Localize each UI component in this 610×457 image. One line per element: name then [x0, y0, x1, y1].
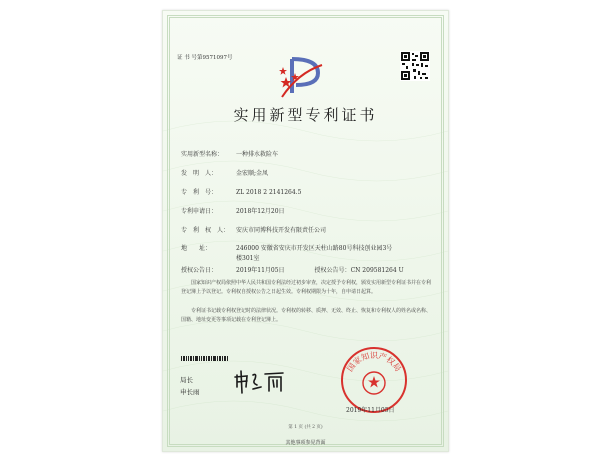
field-value: 246000 安徽省安庆市开发区天柱山路80号科技创业园3号 — [236, 245, 393, 252]
field-patent-number — [181, 187, 301, 196]
director-name: 申长雨 — [180, 388, 200, 396]
handwritten-signature — [233, 367, 288, 395]
field-value: 楼301室 — [236, 255, 260, 262]
footer-note: 其他事项参见背面 — [285, 440, 326, 446]
field-application-date — [181, 206, 285, 215]
field-patentee — [181, 225, 326, 234]
qr-code-icon — [400, 51, 430, 81]
field-value: 金宏顺;金凤 — [236, 170, 269, 177]
paragraph-legal-status: 专利证书记载专利权登记时的法律状况。专利权的转移、质押、无效、终止、恢复和专利权人的姓名或名称、国籍、地址变更等事项记载在专利登记簿上。 — [181, 308, 432, 323]
field-value: ZL 2018 2 2141264.5 — [236, 189, 302, 196]
cnipa-logo-icon — [278, 53, 324, 99]
announce-label: 授权公告日： — [181, 267, 218, 274]
field-address — [181, 243, 392, 252]
field-address-cont — [181, 253, 259, 262]
field-value: 2018年12月20日 — [236, 208, 285, 215]
field-value: 安庆市同博科技开发有限责任公司 — [236, 227, 327, 234]
announce-date: 2019年11月05日 — [236, 267, 285, 274]
field-utility-model-name — [181, 149, 278, 158]
barcode-icon — [181, 356, 229, 361]
director-title: 局长 — [180, 376, 193, 384]
seal-text: 国家知识产权局 — [345, 351, 403, 374]
field-label: 专利申请日： — [181, 208, 218, 215]
field-label: 实用新型名称： — [181, 151, 224, 158]
field-label: 地 址： — [181, 245, 212, 252]
field-label: 发 明 人： — [181, 170, 218, 177]
certificate-number: 证 书 号第9571097号 — [177, 55, 233, 61]
seal-date: 2019年11月05日 — [346, 407, 395, 414]
paragraph-grant: 国家知识产权局依照中华人民共和国专利法经过初步审查，决定授予专利权，颁发实用新型专利证书并在专利登记簿上予以登记。专利权自授权公告之日起生效。专利权期限为十年，自申请日起算。 — [181, 280, 432, 295]
field-label: 专 利 权 人： — [181, 227, 230, 234]
field-inventor — [181, 168, 268, 177]
announce-number: CN 209581264 U — [350, 267, 404, 274]
certificate-title: 实用新型专利证书 — [233, 106, 378, 124]
field-label: 专 利 号： — [181, 189, 218, 196]
patent-certificate — [162, 10, 449, 452]
field-value: 一种排水救险车 — [236, 151, 279, 158]
svg-text:国家知识产权局 — [345, 350, 402, 373]
page-number: 第 1 页 (共 2 页) — [288, 425, 323, 430]
announce-number-label: 授权公告号： — [314, 267, 351, 274]
field-announcement — [181, 265, 404, 274]
